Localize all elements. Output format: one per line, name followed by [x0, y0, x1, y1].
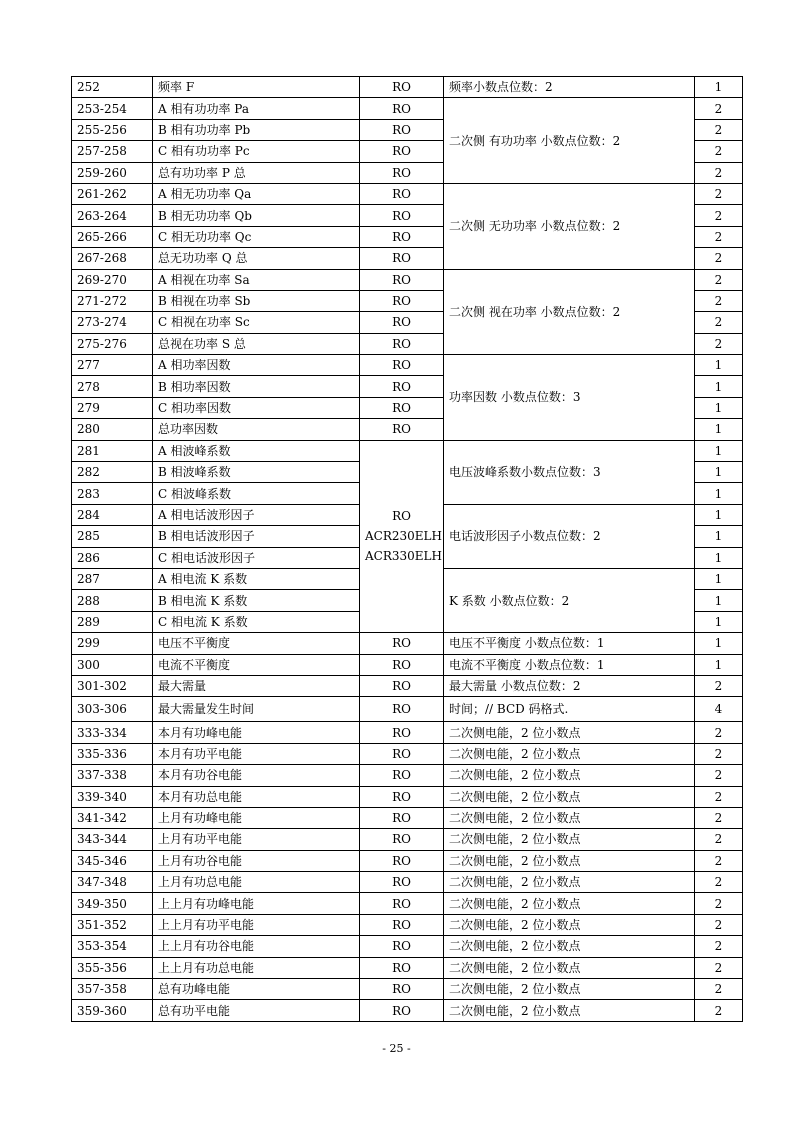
- register-name: 总功率因数: [153, 419, 360, 440]
- register-note: 二次侧电能，2 位小数点: [444, 807, 695, 828]
- register-address: 341-342: [72, 807, 153, 828]
- register-name: 本月有功峰电能: [153, 722, 360, 743]
- register-address: 301-302: [72, 675, 153, 696]
- register-address: 303-306: [72, 697, 153, 722]
- register-address: 265-266: [72, 226, 153, 247]
- register-access: RO: [360, 397, 444, 418]
- register-length: 2: [695, 722, 743, 743]
- register-address: 359-360: [72, 1000, 153, 1021]
- register-note: 二次侧电能，2 位小数点: [444, 957, 695, 978]
- register-length: 2: [695, 786, 743, 807]
- register-name: 频率 F: [153, 77, 360, 98]
- register-length: 1: [695, 568, 743, 589]
- table-row: [72, 979, 743, 1000]
- register-length: 1: [695, 462, 743, 483]
- register-name: 上上月有功平电能: [153, 914, 360, 935]
- register-address: 300: [72, 654, 153, 675]
- register-address: 273-274: [72, 312, 153, 333]
- table-row: [72, 765, 743, 786]
- register-name: 上上月有功谷电能: [153, 936, 360, 957]
- register-address: 353-354: [72, 936, 153, 957]
- register-length: 2: [695, 269, 743, 290]
- register-address: 255-256: [72, 119, 153, 140]
- table-row: [72, 633, 743, 654]
- register-access-merged: [360, 440, 444, 633]
- table-row: [72, 786, 743, 807]
- register-address: 275-276: [72, 333, 153, 354]
- register-access: RO: [360, 807, 444, 828]
- register-address: 349-350: [72, 893, 153, 914]
- register-address: 289: [72, 611, 153, 632]
- table-row: [72, 914, 743, 935]
- register-length: 1: [695, 397, 743, 418]
- register-note: 二次侧电能，2 位小数点: [444, 786, 695, 807]
- register-length: 2: [695, 807, 743, 828]
- register-name: 上上月有功总电能: [153, 957, 360, 978]
- register-name: A 相无功功率 Qa: [153, 183, 360, 204]
- register-length: 2: [695, 957, 743, 978]
- table-row: [72, 269, 743, 290]
- register-name: 总有功功率 P 总: [153, 162, 360, 183]
- register-address: 259-260: [72, 162, 153, 183]
- register-length: 2: [695, 98, 743, 119]
- table-row: [72, 654, 743, 675]
- register-length: 2: [695, 141, 743, 162]
- register-access: RO: [360, 786, 444, 807]
- register-note-merged: 电压波峰系数小数点位数：3: [444, 440, 695, 504]
- register-note-merged: 二次侧 无功功率 小数点位数：2: [444, 183, 695, 269]
- table-row: [72, 722, 743, 743]
- register-note: 二次侧电能，2 位小数点: [444, 979, 695, 1000]
- register-note: 二次侧电能，2 位小数点: [444, 936, 695, 957]
- table-row: [72, 957, 743, 978]
- register-name: 总有功平电能: [153, 1000, 360, 1021]
- register-address: 287: [72, 568, 153, 589]
- table-row: [72, 183, 743, 204]
- register-name: B 相电话波形因子: [153, 526, 360, 547]
- table-row: [72, 936, 743, 957]
- register-note: 二次侧电能，2 位小数点: [444, 829, 695, 850]
- register-address: 351-352: [72, 914, 153, 935]
- register-address: 278: [72, 376, 153, 397]
- register-access: RO: [360, 957, 444, 978]
- register-address: 285: [72, 526, 153, 547]
- register-length: 2: [695, 893, 743, 914]
- register-address: 333-334: [72, 722, 153, 743]
- register-name: A 相波峰系数: [153, 440, 360, 461]
- register-name: C 相波峰系数: [153, 483, 360, 504]
- register-length: 1: [695, 483, 743, 504]
- register-access: RO: [360, 290, 444, 311]
- register-length: 2: [695, 979, 743, 1000]
- register-length: 2: [695, 290, 743, 311]
- register-length: 4: [695, 697, 743, 722]
- register-name: B 相无功功率 Qb: [153, 205, 360, 226]
- register-length: 2: [695, 183, 743, 204]
- register-name: 最大需量发生时间: [153, 697, 360, 722]
- register-access: RO: [360, 312, 444, 333]
- register-address: 269-270: [72, 269, 153, 290]
- register-table-body: [72, 77, 743, 1022]
- page-number: - 25 -: [382, 1042, 411, 1055]
- register-address: 347-348: [72, 872, 153, 893]
- table-row: [72, 355, 743, 376]
- register-name: 本月有功谷电能: [153, 765, 360, 786]
- register-length: 2: [695, 765, 743, 786]
- register-note: 二次侧电能，2 位小数点: [444, 893, 695, 914]
- register-length: 2: [695, 743, 743, 764]
- register-note: 最大需量 小数点位数：2: [444, 675, 695, 696]
- register-access: RO: [360, 850, 444, 871]
- register-name: A 相功率因数: [153, 355, 360, 376]
- register-name: 上上月有功峰电能: [153, 893, 360, 914]
- register-address: 257-258: [72, 141, 153, 162]
- register-address: 355-356: [72, 957, 153, 978]
- register-length: 2: [695, 162, 743, 183]
- register-access: RO: [360, 419, 444, 440]
- register-name: 总有功峰电能: [153, 979, 360, 1000]
- register-name: 总视在功率 S 总: [153, 333, 360, 354]
- register-table: [71, 76, 743, 1022]
- register-address: 283: [72, 483, 153, 504]
- register-note: 频率小数点位数：2: [444, 77, 695, 98]
- register-length: 1: [695, 419, 743, 440]
- table-row: [72, 829, 743, 850]
- table-row: [72, 98, 743, 119]
- register-access: RO: [360, 205, 444, 226]
- register-access: RO: [360, 1000, 444, 1021]
- register-access: RO: [360, 162, 444, 183]
- table-row: [72, 440, 743, 461]
- register-access: RO: [360, 936, 444, 957]
- register-access: RO: [360, 893, 444, 914]
- register-name: 本月有功总电能: [153, 786, 360, 807]
- register-access: RO: [360, 226, 444, 247]
- register-address: 282: [72, 462, 153, 483]
- register-address: 357-358: [72, 979, 153, 1000]
- register-access: RO: [360, 633, 444, 654]
- register-address: 252: [72, 77, 153, 98]
- register-length: 2: [695, 850, 743, 871]
- register-access: RO: [360, 872, 444, 893]
- register-address: 279: [72, 397, 153, 418]
- register-address: 281: [72, 440, 153, 461]
- register-name: 电压不平衡度: [153, 633, 360, 654]
- register-access: RO: [360, 697, 444, 722]
- table-row: [72, 1000, 743, 1021]
- access-line: ACR330ELH: [365, 549, 442, 564]
- register-address: 261-262: [72, 183, 153, 204]
- register-note-merged: 二次侧 视在功率 小数点位数：2: [444, 269, 695, 355]
- register-access: RO: [360, 675, 444, 696]
- register-name: C 相有功功率 Pc: [153, 141, 360, 162]
- register-name: 上月有功平电能: [153, 829, 360, 850]
- register-name: 上月有功谷电能: [153, 850, 360, 871]
- register-access: RO: [360, 248, 444, 269]
- register-name: 上月有功峰电能: [153, 807, 360, 828]
- table-row: [72, 675, 743, 696]
- register-access: RO: [360, 765, 444, 786]
- register-length: 2: [695, 226, 743, 247]
- register-name: B 相电流 K 系数: [153, 590, 360, 611]
- register-access: RO: [360, 269, 444, 290]
- register-note: 时间；// BCD 码格式.: [444, 697, 695, 722]
- register-address: 337-338: [72, 765, 153, 786]
- register-access: RO: [360, 333, 444, 354]
- register-access: RO: [360, 77, 444, 98]
- register-length: 2: [695, 312, 743, 333]
- register-name: B 相有功功率 Pb: [153, 119, 360, 140]
- register-address: 288: [72, 590, 153, 611]
- register-note: 二次侧电能，2 位小数点: [444, 722, 695, 743]
- register-address: 263-264: [72, 205, 153, 226]
- table-row: [72, 850, 743, 871]
- register-length: 2: [695, 205, 743, 226]
- register-length: 1: [695, 376, 743, 397]
- register-name: A 相电话波形因子: [153, 504, 360, 525]
- register-note: 电流不平衡度 小数点位数：1: [444, 654, 695, 675]
- register-access: RO: [360, 376, 444, 397]
- register-name: C 相视在功率 Sc: [153, 312, 360, 333]
- register-address: 345-346: [72, 850, 153, 871]
- register-name: 电流不平衡度: [153, 654, 360, 675]
- register-access: RO: [360, 119, 444, 140]
- register-name: C 相无功功率 Qc: [153, 226, 360, 247]
- register-access: RO: [360, 141, 444, 162]
- register-length: 2: [695, 1000, 743, 1021]
- register-address: 284: [72, 504, 153, 525]
- register-address: 277: [72, 355, 153, 376]
- register-access: RO: [360, 654, 444, 675]
- register-access: RO: [360, 829, 444, 850]
- register-address: 339-340: [72, 786, 153, 807]
- register-length: 2: [695, 936, 743, 957]
- register-length: 1: [695, 504, 743, 525]
- register-address: 271-272: [72, 290, 153, 311]
- register-note: 二次侧电能，2 位小数点: [444, 743, 695, 764]
- access-line: ACR230ELH: [365, 529, 442, 544]
- register-length: 2: [695, 914, 743, 935]
- register-name: 上月有功总电能: [153, 872, 360, 893]
- register-note-merged: 功率因数 小数点位数：3: [444, 355, 695, 441]
- register-length: 1: [695, 547, 743, 568]
- register-note: 二次侧电能，2 位小数点: [444, 872, 695, 893]
- table-row: [72, 77, 743, 98]
- register-address: 343-344: [72, 829, 153, 850]
- register-note-merged: 二次侧 有功功率 小数点位数：2: [444, 98, 695, 184]
- register-name: B 相视在功率 Sb: [153, 290, 360, 311]
- register-length: 2: [695, 333, 743, 354]
- register-access: RO: [360, 98, 444, 119]
- register-name: 本月有功平电能: [153, 743, 360, 764]
- register-length: 2: [695, 829, 743, 850]
- register-address: 299: [72, 633, 153, 654]
- register-note: 二次侧电能，2 位小数点: [444, 1000, 695, 1021]
- table-row: [72, 872, 743, 893]
- register-length: 2: [695, 675, 743, 696]
- access-line: RO: [392, 509, 411, 524]
- table-row: [72, 807, 743, 828]
- register-length: 1: [695, 611, 743, 632]
- table-row: [72, 893, 743, 914]
- register-name: A 相有功功率 Pa: [153, 98, 360, 119]
- register-length: 1: [695, 526, 743, 547]
- register-note: 二次侧电能，2 位小数点: [444, 765, 695, 786]
- register-name: B 相功率因数: [153, 376, 360, 397]
- register-length: 1: [695, 590, 743, 611]
- register-length: 1: [695, 654, 743, 675]
- register-access: RO: [360, 743, 444, 764]
- register-address: 286: [72, 547, 153, 568]
- register-length: 2: [695, 872, 743, 893]
- register-length: 2: [695, 248, 743, 269]
- register-note-merged: 电话波形因子小数点位数：2: [444, 504, 695, 568]
- register-note: 二次侧电能，2 位小数点: [444, 850, 695, 871]
- register-address: 335-336: [72, 743, 153, 764]
- register-name: C 相功率因数: [153, 397, 360, 418]
- register-name: A 相视在功率 Sa: [153, 269, 360, 290]
- table-row: [72, 697, 743, 722]
- register-note: 二次侧电能，2 位小数点: [444, 914, 695, 935]
- register-length: 1: [695, 633, 743, 654]
- register-access: RO: [360, 183, 444, 204]
- register-address: 253-254: [72, 98, 153, 119]
- register-name: 总无功功率 Q 总: [153, 248, 360, 269]
- register-length: 1: [695, 77, 743, 98]
- table-row: [72, 743, 743, 764]
- register-name: C 相电流 K 系数: [153, 611, 360, 632]
- register-access: RO: [360, 355, 444, 376]
- register-address: 280: [72, 419, 153, 440]
- register-access: RO: [360, 722, 444, 743]
- register-name: 最大需量: [153, 675, 360, 696]
- register-access: RO: [360, 979, 444, 1000]
- register-name: A 相电流 K 系数: [153, 568, 360, 589]
- register-length: 1: [695, 440, 743, 461]
- register-access: RO: [360, 914, 444, 935]
- register-length: 2: [695, 119, 743, 140]
- register-address: 267-268: [72, 248, 153, 269]
- register-name: C 相电话波形因子: [153, 547, 360, 568]
- register-length: 1: [695, 355, 743, 376]
- register-name: B 相波峰系数: [153, 462, 360, 483]
- register-note: 电压不平衡度 小数点位数：1: [444, 633, 695, 654]
- register-note-merged: K 系数 小数点位数：2: [444, 568, 695, 632]
